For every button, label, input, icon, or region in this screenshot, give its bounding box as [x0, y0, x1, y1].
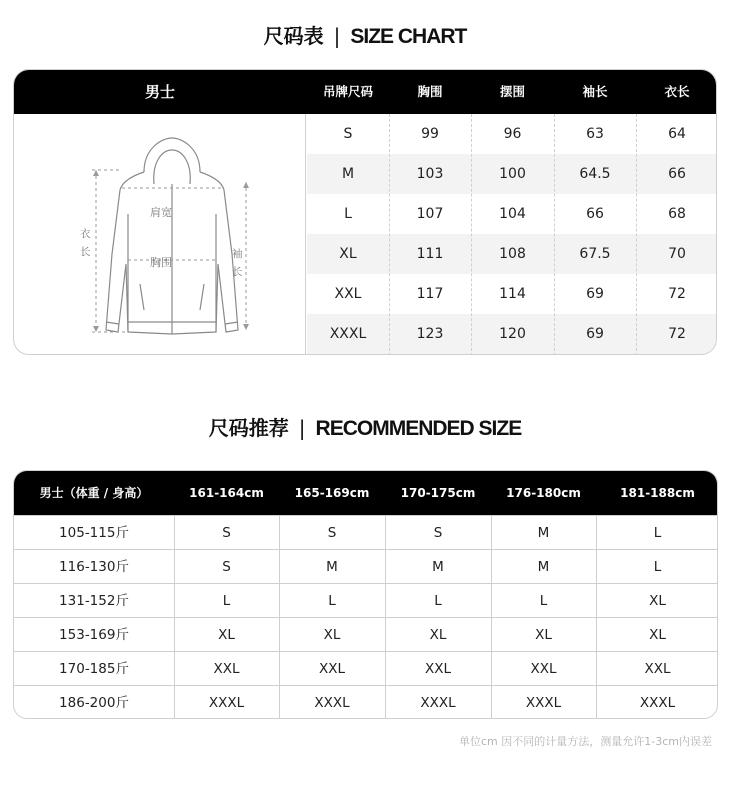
cell-length: 72	[668, 286, 686, 302]
header-tag-size: 吊牌尺码	[322, 84, 373, 99]
header-length: 衣长	[664, 84, 690, 99]
cell-length: 66	[668, 166, 686, 182]
header-height-5: 181-188cm	[620, 486, 695, 500]
size-chart-table	[13, 69, 717, 355]
cell-size: S	[343, 126, 353, 142]
table-row	[14, 515, 718, 549]
cell-size: XL	[339, 246, 357, 262]
cell-size: L	[222, 593, 231, 609]
cell-size: S	[433, 525, 443, 541]
cell-size: XXXL	[329, 326, 367, 342]
cell-hem: 104	[499, 206, 526, 222]
cell-size: XXXL	[420, 695, 456, 711]
table-row	[307, 114, 717, 154]
cell-sleeve: 67.5	[579, 246, 611, 262]
cell-chest: 99	[421, 126, 439, 142]
recommended-title-cn: 尺码推荐	[208, 416, 289, 440]
diagram-label-chest: 胸围	[150, 256, 172, 269]
cell-size: L	[653, 559, 662, 575]
cell-size: XL	[649, 593, 666, 609]
size-chart-title-cn: 尺码表	[263, 24, 324, 48]
cell-hem: 96	[503, 126, 522, 142]
cell-sleeve: 64.5	[579, 166, 611, 182]
header-height-3: 170-175cm	[400, 486, 476, 500]
cell-chest: 111	[416, 246, 444, 262]
size-chart-title	[0, 20, 730, 49]
table-row	[307, 314, 717, 355]
cell-size: XXXL	[525, 695, 562, 711]
cell-weight: 131-152斤	[59, 593, 129, 609]
table-row	[14, 685, 718, 719]
header-sleeve: 袖长	[582, 84, 608, 99]
cell-hem: 120	[499, 326, 526, 342]
cell-size: L	[434, 593, 442, 609]
size-chart-header	[14, 70, 716, 114]
cell-size: XXXL	[208, 695, 245, 711]
cell-size: L	[344, 206, 352, 222]
recommended-size-table	[13, 470, 718, 719]
recommended-header	[14, 471, 717, 515]
cell-weight: 170-185斤	[59, 661, 129, 677]
cell-size: XL	[649, 627, 666, 643]
column-divider	[174, 515, 175, 719]
table-row	[307, 234, 717, 274]
size-chart-rows	[307, 114, 717, 355]
cell-size: XXL	[644, 661, 671, 677]
cell-chest: 107	[416, 206, 444, 222]
diagram-label-sleeve-1: 袖	[232, 248, 243, 260]
measurement-note: 单位cm 因不同的计量方法，测量允许1-3cm内误差	[459, 735, 712, 748]
header-weight-height: 男士（体重 / 身高）	[39, 486, 149, 500]
cell-size: XL	[323, 627, 341, 643]
cell-sleeve: 69	[586, 286, 604, 302]
cell-weight: 186-200斤	[59, 695, 129, 711]
header-height-4: 176-180cm	[506, 486, 581, 500]
cell-size: XXL	[318, 661, 346, 677]
cell-hem: 100	[499, 166, 526, 182]
cell-size: M	[537, 525, 550, 541]
recommended-title	[0, 412, 730, 441]
cell-sleeve: 69	[586, 326, 604, 342]
cell-size: XXXL	[314, 695, 350, 711]
cell-length: 72	[668, 326, 686, 342]
table-row	[14, 549, 718, 583]
diagram-label-length-2: 长	[80, 246, 91, 258]
cell-weight: 105-115斤	[59, 525, 129, 541]
table-row	[14, 617, 718, 651]
column-divider	[554, 114, 555, 355]
cell-sleeve: 63	[586, 126, 604, 142]
header-gender: 男士	[144, 83, 175, 101]
table-row	[307, 194, 717, 234]
column-divider	[279, 515, 280, 719]
cell-length: 70	[668, 246, 686, 262]
title-separator: |	[298, 416, 306, 440]
cell-size: S	[222, 525, 231, 541]
cell-size: M	[537, 559, 550, 575]
cell-size: M	[326, 559, 338, 575]
cell-weight: 153-169斤	[59, 627, 129, 643]
cell-size: S	[222, 559, 231, 575]
cell-chest: 117	[416, 286, 444, 302]
column-divider	[596, 515, 597, 719]
cell-chest: 123	[416, 326, 444, 342]
cell-size: S	[327, 525, 337, 541]
table-row	[14, 583, 718, 617]
cell-size: XXXL	[639, 695, 676, 711]
cell-length: 68	[668, 206, 686, 222]
cell-size: XXL	[530, 661, 557, 677]
jacket-diagram-panel	[14, 114, 306, 355]
recommended-title-en: RECOMMENDED SIZE	[315, 417, 522, 440]
cell-weight: 116-130斤	[59, 559, 129, 575]
cell-length: 64	[668, 126, 686, 142]
diagram-label-shoulder: 肩宽	[150, 206, 172, 219]
cell-sleeve: 66	[586, 206, 604, 222]
cell-size: XL	[218, 627, 235, 643]
cell-size: XXL	[334, 286, 362, 302]
table-row	[14, 651, 718, 685]
cell-size: M	[341, 166, 355, 182]
column-divider	[471, 114, 472, 355]
header-chest: 胸围	[417, 84, 443, 99]
cell-chest: 103	[416, 166, 444, 182]
title-separator: |	[333, 24, 341, 48]
table-row	[307, 274, 717, 314]
cell-size: L	[328, 593, 336, 609]
jacket-diagram-icon	[74, 134, 274, 344]
diagram-label-sleeve-2: 长	[232, 266, 243, 278]
cell-size: XXL	[213, 661, 240, 677]
cell-hem: 114	[499, 286, 526, 302]
cell-size: L	[653, 525, 662, 541]
cell-size: M	[432, 559, 444, 575]
cell-size: XL	[535, 627, 552, 643]
cell-size: XL	[429, 627, 447, 643]
column-divider	[491, 515, 492, 719]
header-hem: 摆围	[499, 84, 525, 99]
header-height-2: 165-169cm	[294, 486, 370, 500]
cell-hem: 108	[499, 246, 526, 262]
column-divider	[389, 114, 390, 355]
column-divider	[385, 515, 386, 719]
header-height-1: 161-164cm	[189, 486, 264, 500]
column-divider	[636, 114, 637, 355]
diagram-label-length-1: 衣	[80, 228, 91, 240]
table-row	[307, 154, 717, 194]
cell-size: XXL	[424, 661, 452, 677]
cell-size: L	[539, 593, 548, 609]
size-chart-title-en: SIZE CHART	[350, 25, 467, 48]
